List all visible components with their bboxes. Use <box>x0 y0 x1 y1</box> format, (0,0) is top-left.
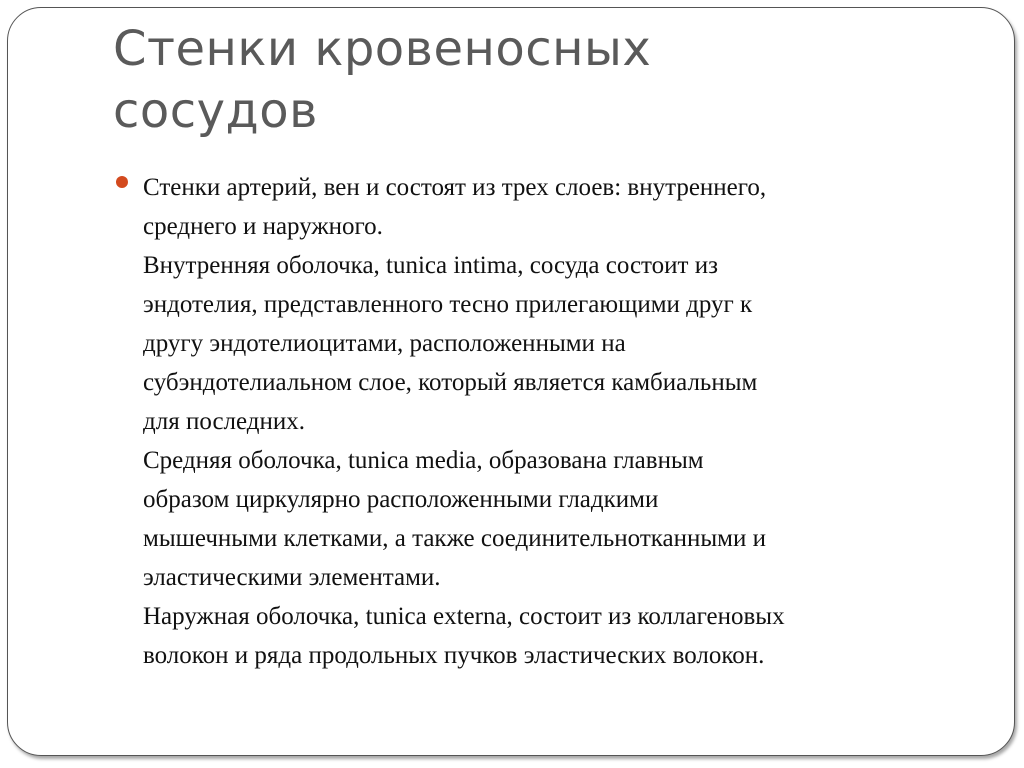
title-line: сосудов <box>113 83 318 139</box>
bullet-dot-icon <box>116 176 128 188</box>
bullet-text <box>143 168 983 675</box>
text-line: волокон и ряда продольных пучков эластических волокон. <box>143 642 765 669</box>
text-line: среднего и наружного. <box>143 213 383 240</box>
text-line: мышечными клетками, а также соединительнотканными и <box>143 525 766 552</box>
text-line: образом циркулярно расположенными гладкими <box>143 486 659 513</box>
text-line: для последних. <box>143 408 306 435</box>
slide-title <box>113 18 933 142</box>
text-line: эластическими элементами. <box>143 564 441 591</box>
text-line: Стенки артерий, вен и состоят из трех слоев: внутреннего, <box>143 174 767 201</box>
title-line: Стенки кровеносных <box>113 21 652 77</box>
text-line: Средняя оболочка, tunica media, образована главным <box>143 447 704 474</box>
text-line: Внутренняя оболочка, tunica intima, сосуда состоит из <box>143 252 718 279</box>
text-line: субэндотелиальном слое, который является камбиальным <box>143 369 758 396</box>
text-line: эндотелия, представленного тесно прилегающими друг к <box>143 291 753 318</box>
text-line: другу эндотелиоцитами, расположенными на <box>143 330 626 357</box>
text-line: Наружная оболочка, tunica externa, состоит из коллагеновых <box>143 603 785 630</box>
